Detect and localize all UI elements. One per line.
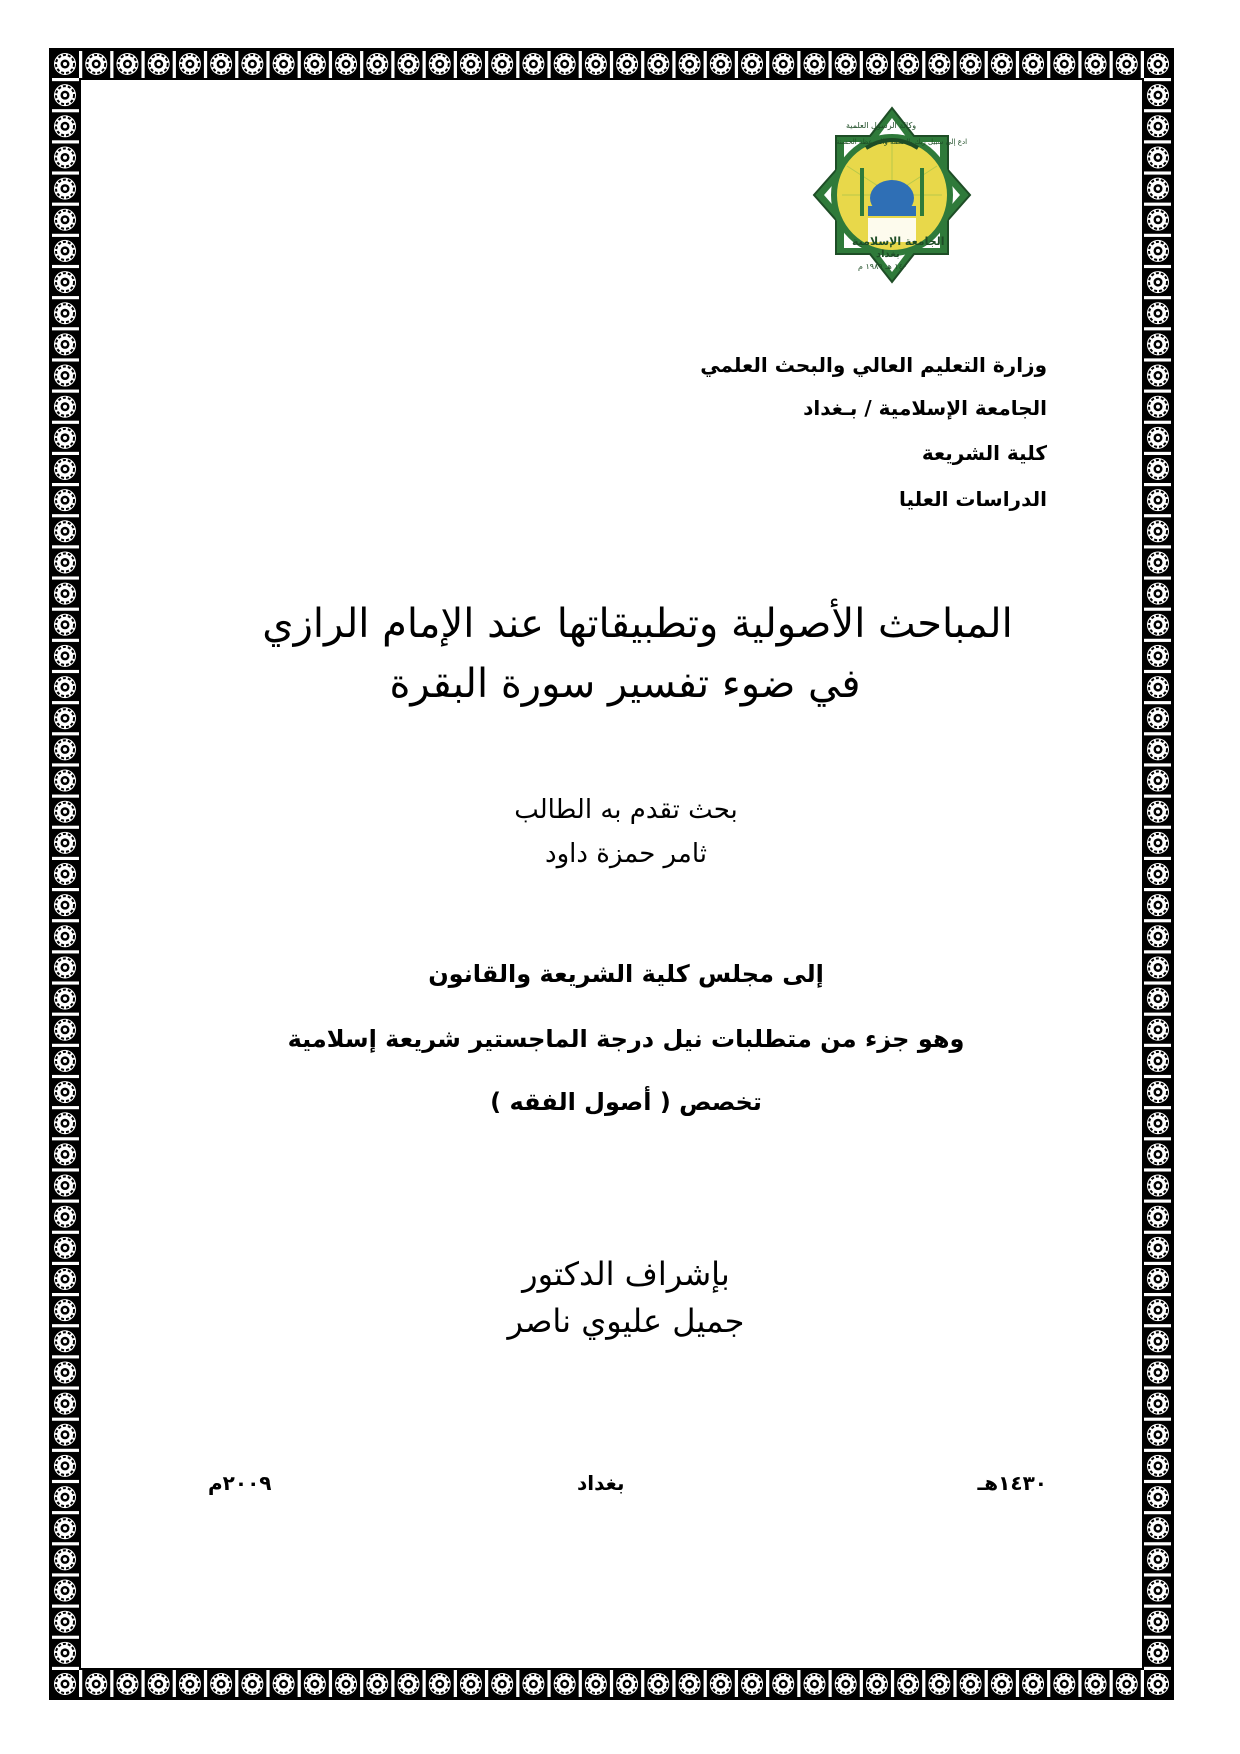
footer-city: بغداد	[577, 1471, 625, 1495]
council-line2: وهو جزء من متطلبات نيل درجة الماجستير شريعة إسلامية	[287, 1025, 965, 1053]
supervisor-name: جميل عليوي ناصر	[507, 1302, 745, 1340]
date-hijri: ١٤٣٠هـ	[977, 1471, 1047, 1495]
logo-name: الجامعة الإسلامية	[852, 235, 945, 248]
supervisor-label: بإشراف الدكتور	[522, 1255, 730, 1293]
date-gregorian: ٢٠٠٩م	[208, 1471, 272, 1495]
ornamental-page-border	[49, 48, 1174, 1700]
council-line3: تخصص ( أصول الفقه )	[490, 1088, 762, 1116]
student-name: ثامر حمزة داود	[545, 839, 707, 869]
thesis-title-line2: في ضوء تفسير سورة البقرة	[389, 661, 861, 707]
submission-intro: بحث تقدم به الطالب	[514, 795, 738, 825]
college-name: كلية الشريعة	[921, 441, 1047, 465]
thesis-title-line1: المباحث الأصولية وتطبيقاتها عند الإمام الرازي	[262, 601, 1013, 647]
council-line1: إلى مجلس كلية الشريعة والقانون	[428, 960, 824, 988]
university-name: الجامعة الإسلامية / بـغداد	[803, 396, 1047, 420]
logo-city: بغداد	[876, 249, 900, 260]
logo-years: ١٤٠ هـ ١٩٨٩ م	[858, 262, 908, 271]
studies-name: الدراسات العليا	[898, 487, 1047, 511]
logo-top-text: وكالة الرسولِ العلمية	[846, 121, 917, 130]
logo-ring-text: ادع إلى سبيل ربك بالحكمة والموعظة الحسنة	[836, 138, 968, 146]
ministry-name: وزارة التعليم العالي والبحث العلمي	[700, 353, 1047, 377]
